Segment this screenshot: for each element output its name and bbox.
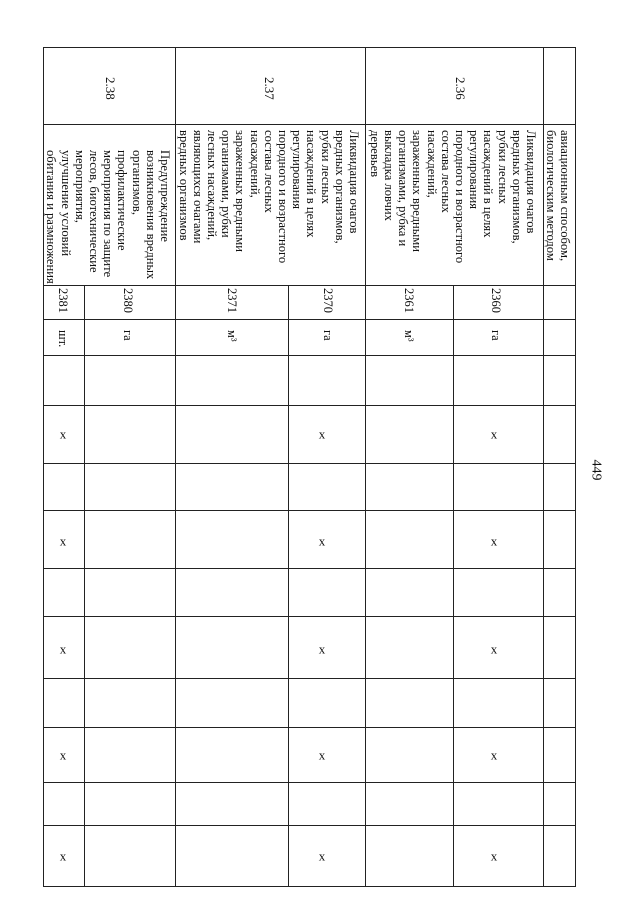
description-line: организмов, [129, 150, 144, 215]
row-description [544, 130, 572, 261]
row-unit: га [489, 330, 503, 341]
description-line: вредных организмов, [332, 130, 347, 244]
description-line: насаждений, [424, 130, 439, 198]
cross-mark: х [318, 641, 326, 657]
row-description [176, 130, 361, 263]
table-border [84, 285, 85, 887]
description-line: мероприятия по защите [101, 150, 116, 278]
description-line: регулирования [290, 130, 305, 210]
description-line: насаждений в целях [304, 130, 319, 238]
cross-mark: х [490, 848, 498, 864]
row-unit: м³ [225, 330, 239, 342]
description-line: Ликвидация очагов [524, 130, 538, 234]
table-border [43, 568, 576, 569]
cross-mark: х [490, 641, 498, 657]
description-line: породного и возрастного [275, 130, 290, 264]
description-line: профилактические [115, 150, 130, 251]
description-line: состава лесных [261, 130, 276, 213]
table-border [43, 727, 576, 728]
row-code: 2381 [56, 288, 70, 313]
description-line: Предупреждение [158, 150, 172, 242]
cross-mark: х [490, 426, 498, 442]
description-line: Ликвидация очагов [347, 130, 361, 234]
description-line: состава лесных [438, 130, 453, 213]
row-description [368, 130, 538, 263]
description-line: организмами, рубка и [396, 130, 411, 247]
row-code: 2380 [121, 288, 135, 313]
row-number: 2.37 [262, 77, 277, 100]
description-line: биологическим методом [543, 130, 558, 261]
cross-mark: х [318, 426, 326, 442]
description-line: регулирования [467, 130, 482, 210]
table-border [43, 678, 576, 679]
table-border [43, 510, 576, 511]
row-number: 2.36 [453, 77, 468, 100]
table-border [43, 782, 576, 783]
row-code: 2361 [402, 288, 416, 313]
table-border [43, 616, 576, 617]
row-number: 2.38 [103, 77, 118, 100]
table-border [288, 285, 289, 887]
description-line: породного и возрастного [452, 130, 467, 264]
row-unit: шт. [56, 330, 70, 348]
table-border [43, 124, 576, 125]
row-code: 2360 [489, 288, 503, 313]
page-number: 449 [588, 459, 604, 481]
cross-mark: х [490, 747, 498, 763]
cross-mark: х [59, 641, 67, 657]
table-border [43, 355, 576, 356]
row-code: 2371 [225, 288, 239, 313]
table-border [365, 47, 366, 887]
description-line: рубки лесных [318, 130, 333, 204]
cross-mark: х [59, 848, 67, 864]
cross-mark: х [59, 426, 67, 442]
description-line: являющихся очагами [190, 130, 205, 244]
table-border [43, 825, 576, 826]
cross-mark: х [490, 533, 498, 549]
cross-mark: х [59, 533, 67, 549]
row-unit: м³ [402, 330, 416, 342]
table-border [575, 47, 576, 887]
table-border [43, 405, 576, 406]
description-line: организмами, рубки [219, 130, 234, 238]
description-line: выкладка ловчих [381, 130, 396, 221]
description-line: обитания и размножения [44, 150, 59, 284]
description-line: лесов, биотехнические [86, 150, 101, 273]
table-border [43, 47, 576, 48]
description-line: рубки лесных [495, 130, 510, 204]
description-line: авиационным способом, [558, 130, 572, 262]
description-line: зараженных вредными [233, 130, 248, 252]
description-line: насаждений, [247, 130, 262, 198]
row-code: 2370 [321, 288, 335, 313]
description-line: деревьев [367, 130, 382, 178]
table-border [43, 285, 576, 286]
description-line: вредных организмов [176, 130, 191, 241]
description-line: мероприятия, [72, 150, 87, 223]
cross-mark: х [318, 747, 326, 763]
description-line: насаждений в целях [481, 130, 496, 238]
row-unit: га [121, 330, 135, 341]
cross-mark: х [318, 533, 326, 549]
cross-mark: х [318, 848, 326, 864]
description-line: вредных организмов, [509, 130, 524, 244]
row-description [44, 150, 172, 284]
description-line: возникновения вредных [143, 150, 158, 280]
row-unit: га [321, 330, 335, 341]
description-line: улучшение условий [58, 150, 73, 257]
description-line: лесных насаждений, [204, 130, 219, 241]
table-border [43, 886, 576, 887]
cross-mark: х [59, 747, 67, 763]
table-border [453, 285, 454, 887]
table-border [43, 463, 576, 464]
description-line: зараженных вредными [410, 130, 425, 252]
table-border [43, 319, 576, 320]
